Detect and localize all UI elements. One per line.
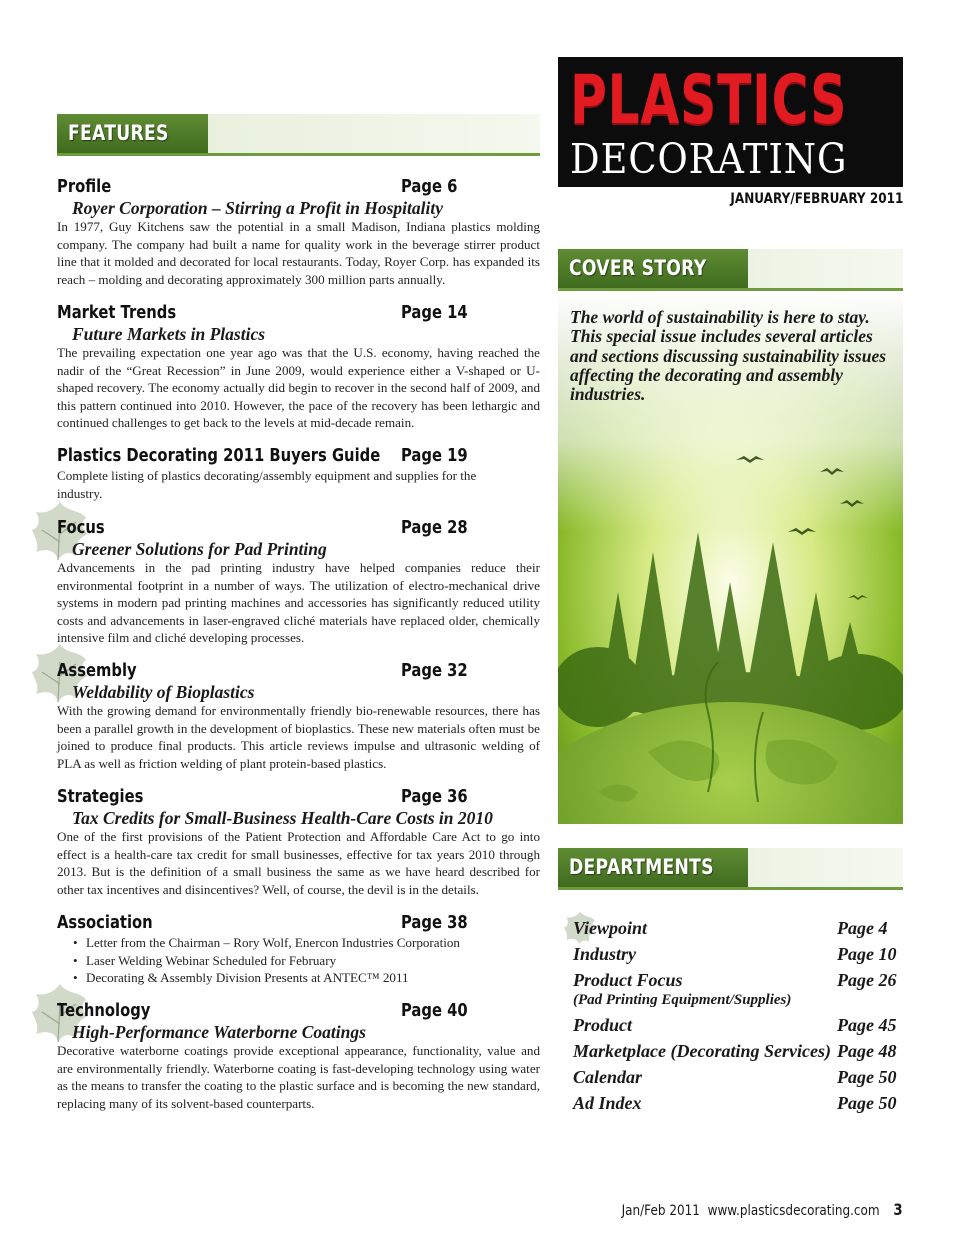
feature-body: One of the first provisions of the Patient Protection and Affordable Care Act to go into effect is a health-care tax credit for small businesses, effective for tax years 2010 through 2013. But is the definition of a small business the same as we have heard described for other tax incentives and disincentives? Well, of course, the devil is in the details. [57, 829, 540, 897]
department-page: Page 48 [837, 1041, 897, 1061]
feature-category: Focus [57, 517, 105, 538]
feature-subtitle: Future Markets in Plastics [72, 324, 266, 344]
feature-category: Assembly [57, 660, 137, 681]
footer-url[interactable]: www.plasticsdecorating.com [707, 1203, 880, 1219]
feature-subtitle: High-Performance Waterborne Coatings [72, 1022, 366, 1042]
feature-entry-focus [57, 517, 540, 647]
feature-entry-strategies [57, 786, 540, 898]
feature-page-link[interactable]: Page 38 [401, 912, 468, 933]
feature-entry-assembly [57, 660, 540, 772]
department-page: Page 26 [837, 970, 897, 990]
feature-category: Profile [57, 176, 112, 197]
feature-category: Plastics Decorating 2011 Buyers Guide [57, 445, 381, 466]
footer-issue: Jan/Feb 2011 [621, 1203, 701, 1219]
list-item: • Decorating & Assembly Division Presents at ANTEC™ 2011 [73, 969, 540, 987]
masthead-plastics: PLASTICS [570, 61, 848, 140]
feature-entry-technology [57, 1000, 540, 1112]
feature-category: Association [57, 912, 153, 933]
cover-story-text: The world of sustainability is here to stay. This special issue includes several articles and sections discussing sustainability issues affecting the decorating and assembly industries. [570, 307, 887, 405]
issue-date: JANUARY/FEBRUARY 2011 [730, 191, 903, 207]
feature-category: Strategies [57, 786, 144, 807]
features-title: FEATURES [68, 121, 169, 145]
feature-page-link[interactable]: Page 14 [401, 302, 468, 323]
department-page: Page 45 [837, 1015, 897, 1035]
department-page: Page 4 [837, 918, 888, 938]
feature-subtitle: Royer Corporation – Stirring a Profit in Hospitality [72, 198, 443, 218]
page-footer [622, 1200, 903, 1219]
association-bullet-list [73, 934, 540, 987]
feature-subtitle: Weldability of Bioplastics [72, 682, 255, 702]
feature-body: With the growing demand for environmentally friendly bio-renewable resources, there has been a parallel growth in the development of bioplastics. These new materials often must be joined to produce final products. This article reviews impulse and ultrasonic welding of PLA as well as friction welding of plant protein-based plastics. [57, 703, 540, 771]
feature-entry-market-trends [57, 302, 540, 432]
masthead-logo [558, 57, 903, 187]
departments-tag [558, 848, 748, 887]
feature-page-link[interactable]: Page 28 [401, 517, 468, 538]
department-name: Marketplace (Decorating Services) [573, 1041, 831, 1061]
feature-page-link[interactable]: Page 6 [401, 176, 458, 197]
feature-page-link[interactable]: Page 32 [401, 660, 468, 681]
department-name: Viewpoint [573, 918, 648, 938]
department-row-calendar[interactable] [573, 1067, 903, 1093]
list-item: • Laser Welding Webinar Scheduled for February [73, 952, 540, 970]
department-row-product[interactable] [573, 1015, 903, 1041]
feature-body: Advancements in the pad printing industry have helped companies reduce their environmental footprint in a number of ways. The utilization of electro-mechanical drive systems in modern pad printing machines and accessories has significantly reduced utility costs and advancements in laser-engraved cliché materials have replaced older, chemically intensive film and cliché developing processes. [57, 560, 540, 646]
department-name: Product [573, 1015, 633, 1035]
feature-page-link[interactable]: Page 19 [401, 445, 468, 466]
department-row-marketplace[interactable] [573, 1041, 903, 1067]
department-page: Page 10 [837, 944, 897, 964]
department-name: Ad Index [573, 1093, 642, 1113]
department-page: Page 50 [837, 1093, 897, 1113]
department-row-industry[interactable] [573, 944, 903, 970]
list-item: • Letter from the Chairman – Rory Wolf, Enercon Industries Corporation [73, 934, 540, 952]
feature-subtitle: Tax Credits for Small-Business Health-Care Costs in 2010 [72, 808, 493, 828]
feature-category: Technology [57, 1000, 151, 1021]
department-page: Page 50 [837, 1067, 897, 1087]
departments-title: DEPARTMENTS [569, 855, 714, 879]
department-row-ad-index[interactable] [573, 1093, 903, 1119]
feature-page-link[interactable]: Page 40 [401, 1000, 468, 1021]
department-note: (Pad Printing Equipment/Supplies) [573, 992, 792, 1008]
feature-body: In 1977, Guy Kitchens saw the potential in a small Madison, Indiana plastics molding company. The company had built a name for quality work in the beverage stirrer product line that it molded and decorated for local restaurants. Today, Royer Corp. has expanded its reach – molding and decorating approximately 300 million parts annually. [57, 219, 540, 287]
department-name: Calendar [573, 1067, 643, 1087]
feature-entry-profile [57, 176, 540, 288]
feature-entry-association [57, 912, 540, 987]
feature-subtitle: Greener Solutions for Pad Printing [72, 539, 327, 559]
departments-list [573, 918, 903, 1119]
feature-body: Complete listing of plastics decorating/assembly equipment and supplies for the industry. [57, 468, 477, 501]
cover-story-title: COVER STORY [569, 256, 707, 280]
masthead-decorating: DECORATING [570, 135, 848, 183]
feature-entry-buyers-guide [57, 445, 540, 502]
department-name: Industry [573, 944, 637, 964]
features-header-bar [57, 114, 540, 156]
cover-story-header-bar [558, 249, 903, 291]
cover-story-tag [558, 249, 748, 288]
feature-page-link[interactable]: Page 36 [401, 786, 468, 807]
feature-body: The prevailing expectation one year ago was that the U.S. economy, having reached the nadir of the “Great Recession” in June 2009, would experience either a V-shaped or U-shaped recovery. The economy actually did begin to recover in the second half of 2009, and this pattern continued into 2010. However, the pace of the recovery has been lethargic and continued challenges to get back to the levels at mid-decade remain. [57, 345, 540, 431]
department-name: Product Focus [573, 970, 683, 990]
departments-header-bar [558, 848, 903, 890]
feature-category: Market Trends [57, 302, 177, 323]
features-tag [57, 114, 208, 153]
department-row-product-focus[interactable] [573, 970, 903, 1015]
feature-body: Decorative waterborne coatings provide exceptional appearance, functionality, value and are environmentally friendly. Waterborne coating is fast-developing technology using water as the means to transfer the coating to the plastic surface and is becoming the new standard, replacing many of its solvent-based counterparts. [57, 1043, 540, 1111]
department-row-viewpoint[interactable] [573, 918, 903, 944]
page-number: 3 [893, 1200, 903, 1219]
